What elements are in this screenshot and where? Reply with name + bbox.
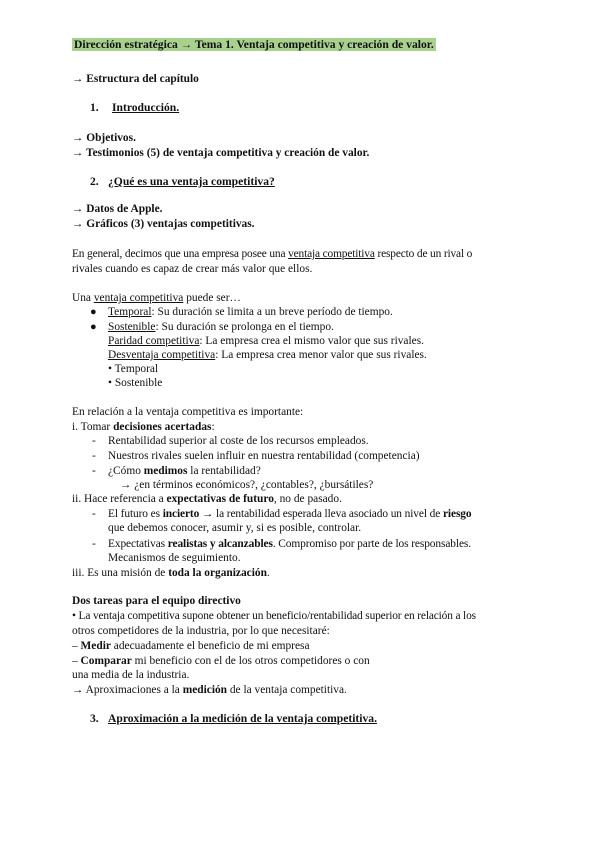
general-text-a: En general, decimos que una empresa posee una bbox=[72, 248, 289, 260]
tasks-heading: Dos tareas para el equipo directivo bbox=[72, 595, 241, 607]
dash-marker: - bbox=[92, 450, 96, 462]
bullet-dot: ● bbox=[90, 321, 97, 333]
importance-intro: En relación a la ventaja competitiva es importante: bbox=[72, 406, 304, 418]
section-3-number: 3. bbox=[90, 712, 99, 725]
importance-i-d3-pre: ¿Cómo bbox=[108, 465, 144, 477]
structure-heading: → Estructura del capítulo bbox=[72, 73, 199, 85]
tasks-line-4 bbox=[72, 654, 370, 668]
tasks-line-3-pre: – bbox=[72, 640, 81, 652]
type-desventaja-text: : La empresa crea menor valor que sus rivales. bbox=[215, 349, 427, 361]
title-highlight: Dirección estratégica → Tema 1. Ventaja competitiva y creación de valor. bbox=[74, 38, 434, 51]
tasks-line-4-pre: – bbox=[72, 655, 81, 667]
importance-ii-d2-cont: Mecanismos de seguimiento. bbox=[108, 552, 241, 564]
section-2-number: 2. bbox=[90, 175, 99, 188]
general-paragraph-line-1 bbox=[72, 247, 472, 261]
type-sostenible bbox=[108, 320, 334, 334]
importance-ii-d2 bbox=[108, 537, 471, 551]
section-1-title: Introducción. bbox=[112, 101, 180, 114]
dash-marker: - bbox=[92, 538, 96, 550]
section-1-number: 1. bbox=[90, 101, 99, 114]
importance-i bbox=[72, 420, 215, 434]
types-intro bbox=[72, 291, 241, 305]
type-temporal bbox=[108, 305, 393, 319]
importance-ii-d1b: incierto bbox=[162, 508, 200, 520]
type-sostenible-term: Sostenible bbox=[108, 321, 156, 333]
importance-i-d3-post: la rentabilidad? bbox=[187, 465, 261, 477]
type-sostenible-text: : Su duración se prolonga en el tiempo. bbox=[155, 321, 334, 333]
importance-iii-post: . bbox=[266, 567, 270, 579]
general-text-b: respecto de un rival o bbox=[374, 248, 473, 260]
importance-ii-pre: ii. Hace referencia a bbox=[72, 493, 167, 505]
importance-ii-post: , no de pasado. bbox=[273, 493, 342, 505]
tasks-line-4-post: mi beneficio con el de los otros competidores o con bbox=[131, 655, 370, 667]
dash-marker: - bbox=[92, 508, 96, 520]
type-paridad-text: : La empresa crea el mismo valor que sus rivales. bbox=[199, 335, 424, 347]
importance-ii-d1-cont: que debemos conocer, asumir y, si es posible, controlar. bbox=[108, 522, 362, 534]
desventaja-sub-temporal: • Temporal bbox=[108, 363, 159, 375]
tasks-line-5: una media de la industria. bbox=[72, 669, 190, 681]
tasks-line-3-post: adecuadamente el beneficio de mi empresa bbox=[110, 640, 310, 652]
section-2-title: ¿Qué es una ventaja competitiva? bbox=[108, 175, 275, 188]
tasks-line-6-bold: medición bbox=[182, 684, 228, 696]
bullet-dot: ● bbox=[90, 306, 97, 318]
section-3-title: Aproximación a la medición de la ventaja competitiva. bbox=[108, 712, 377, 725]
importance-ii-bold: expectativas de futuro bbox=[166, 493, 274, 505]
general-paragraph-line-2: rivales cuando es capaz de crear más valor que ellos. bbox=[72, 263, 313, 275]
tasks-line-3 bbox=[72, 639, 310, 653]
importance-ii-d1 bbox=[108, 507, 471, 521]
types-intro-term: ventaja competitiva bbox=[93, 292, 184, 304]
importance-i-d3-bold: medimos bbox=[143, 465, 188, 477]
types-intro-a: Una bbox=[72, 292, 94, 304]
types-intro-b: puede ser… bbox=[183, 292, 241, 304]
type-paridad-term: Paridad competitiva bbox=[108, 335, 200, 347]
tasks-line-6-post: de la ventaja competitiva. bbox=[227, 684, 347, 696]
tasks-line-1: • La ventaja competitiva supone obtener un beneficio/rentabilidad superior en relación a los bbox=[72, 610, 476, 622]
importance-ii-d2b: realistas y alcanzables bbox=[167, 538, 273, 550]
importance-ii-d2a: Expectativas bbox=[108, 538, 168, 550]
importance-ii bbox=[72, 492, 342, 506]
importance-i-bold: decisiones acertadas bbox=[113, 421, 212, 433]
s2-item-graficos: → Gráficos (3) ventajas competitivas. bbox=[72, 218, 255, 230]
importance-i-d2: Nuestros rivales suelen influir en nuestra rentabilidad (competencia) bbox=[108, 450, 420, 462]
importance-ii-d1a: El futuro es bbox=[108, 508, 163, 520]
tasks-line-4-bold: Comparar bbox=[80, 655, 132, 667]
type-paridad bbox=[108, 334, 424, 348]
general-term: ventaja competitiva bbox=[288, 248, 375, 260]
type-desventaja bbox=[108, 348, 427, 362]
importance-i-pre: i. Tomar bbox=[72, 421, 114, 433]
s1-item-objetivos: → Objetivos. bbox=[72, 132, 136, 144]
importance-i-post: : bbox=[211, 421, 215, 433]
s1-item-testimonios: → Testimonios (5) de ventaja competitiva y creación de valor. bbox=[72, 147, 370, 159]
page-title bbox=[72, 38, 436, 52]
importance-i-d3 bbox=[108, 464, 261, 478]
type-temporal-text: : Su duración se limita a un breve período de tiempo. bbox=[151, 306, 393, 318]
desventaja-sub-sostenible: • Sostenible bbox=[108, 377, 163, 389]
importance-iii bbox=[72, 566, 270, 580]
dash-marker: - bbox=[92, 465, 96, 477]
tasks-line-3-bold: Medir bbox=[80, 640, 111, 652]
importance-ii-d2c: . Compromiso por parte de los responsables. bbox=[272, 538, 471, 550]
importance-iii-pre: iii. Es una misión de bbox=[72, 567, 169, 579]
tasks-line-6 bbox=[72, 683, 347, 697]
tasks-line-6-pre: → Aproximaciones a la bbox=[72, 684, 183, 696]
importance-ii-d1d: riesgo bbox=[442, 508, 472, 520]
tasks-line-2: otros competidores de la industria, por lo que necesitaré: bbox=[72, 625, 330, 637]
importance-ii-d1c: → la rentabilidad esperada lleva asociado un nivel de bbox=[199, 508, 443, 520]
importance-i-d3-sub: → ¿en términos económicos?, ¿contables?, ¿bursátiles? bbox=[120, 479, 374, 491]
type-temporal-term: Temporal bbox=[108, 306, 152, 318]
type-desventaja-term: Desventaja competitiva bbox=[108, 349, 216, 361]
dash-marker: - bbox=[92, 435, 96, 447]
s2-item-apple: → Datos de Apple. bbox=[72, 203, 163, 215]
importance-iii-bold: toda la organización bbox=[168, 567, 267, 579]
importance-i-d1: Rentabilidad superior al coste de los recursos empleados. bbox=[108, 435, 369, 447]
